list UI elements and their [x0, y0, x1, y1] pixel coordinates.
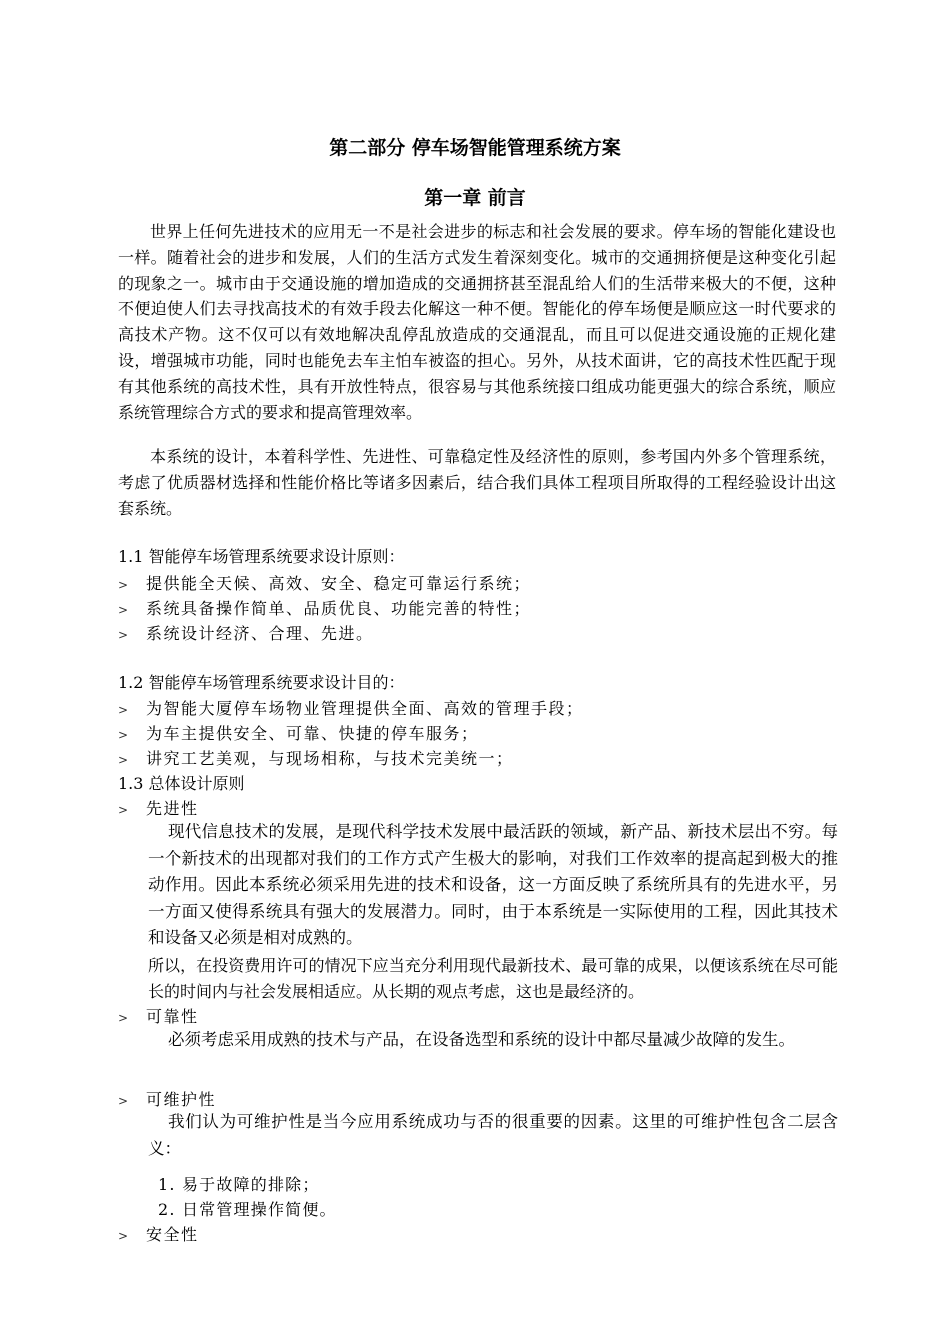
principle-reliable: > 可靠性 [118, 1007, 199, 1026]
principle-security: > 安全性 [118, 1225, 199, 1244]
intro-paragraph-2: 本系统的设计，本着科学性、先进性、可靠稳定性及经济性的原则，参考国内外多个管理系统，考虑了优质器材选择和性能价格比等诸多因素后，结合我们具体工程项目所取得的工程经验设计出这套系统。 [118, 447, 836, 518]
arrow-bullet-icon: > [118, 803, 129, 817]
section-1-3-heading: 1.3 总体设计原则 [118, 774, 245, 793]
arrow-bullet-icon: > [118, 628, 129, 642]
arrow-bullet-icon: > [118, 753, 129, 767]
list-item: > 系统设计经济、合理、先进。 [118, 624, 374, 643]
section-1-1-heading: 1.1 智能停车场管理系统要求设计原则： [118, 547, 405, 566]
principle-maintainability: > 可维护性 [118, 1090, 217, 1109]
arrow-bullet-icon: > [118, 1094, 129, 1108]
list-item: > 为智能大厦停车场物业管理提供全面、高效的管理手段； [118, 699, 584, 718]
arrow-bullet-icon: > [118, 1011, 129, 1025]
arrow-bullet-icon: > [118, 1229, 129, 1243]
section-1-2-heading: 1.2 智能停车场管理系统要求设计目的： [118, 673, 405, 692]
list-item: > 讲究工艺美观，与现场相称，与技术完美统一； [118, 749, 514, 768]
list-item: > 系统具备操作简单、品质优良、功能完善的特性； [118, 599, 532, 618]
document-title: 第二部分 停车场智能管理系统方案 [329, 137, 621, 159]
list-item: 2. 日常管理操作简便。 [158, 1200, 337, 1219]
principle-advanced: > 先进性 [118, 799, 199, 818]
list-item: 1. 易于故障的排除； [158, 1175, 320, 1194]
chapter-title: 第一章 前言 [424, 187, 526, 209]
arrow-bullet-icon: > [118, 603, 129, 617]
reliable-paragraph: 必须考虑采用成熟的技术与产品，在设备选型和系统的设计中都尽量减少故障的发生。 [168, 1030, 795, 1049]
arrow-bullet-icon: > [118, 728, 129, 742]
maintainability-paragraph: 我们认为可维护性是当今应用系统成功与否的很重要的因素。这里的可维护性包含二层含义： [148, 1112, 838, 1158]
list-item: > 为车主提供安全、可靠、快捷的停车服务； [118, 724, 479, 743]
list-item: > 提供能全天候、高效、安全、稳定可靠运行系统； [118, 574, 532, 593]
advanced-paragraph-2: 所以，在投资费用许可的情况下应当充分利用现代最新技术、最可靠的成果，以便该系统在尽可能长的时间内与社会发展相适应。从长期的观点考虑，这也是最经济的。 [148, 956, 838, 1001]
advanced-paragraph-1: 现代信息技术的发展，是现代科学技术发展中最活跃的领域，新产品、新技术层出不穷。每一个新技术的出现都对我们的工作方式产生极大的影响，对我们工作效率的提高起到极大的推动作用。因此本系统必须采用先进的技术和设备，这一方面反映了系统所具有的先进水平，另一方面又使得系统具有强大的发展潜力。同时，由于本系统是一实际使用的工程，因此其技术和设备又必须是相对成熟的。 [148, 822, 838, 947]
intro-paragraph-1: 世界上任何先进技术的应用无一不是社会进步的标志和社会发展的要求。停车场的智能化建设也一样。随着社会的进步和发展，人们的生活方式发生着深刻变化。城市的交通拥挤便是这种变化引起的现象之一。城市由于交通设施的增加造成的交通拥挤甚至混乱给人们的生活带来极大的不便，这种不便迫使人们去寻找高技术的有效手段去化解这一种不便。智能化的停车场便是顺应这一时代要求的高技术产物。这不仅可以有效地解决乱停乱放造成的交通混乱，而且可以促进交通设施的正规化建设，增强城市功能，同时也能免去车主怕车被盗的担心。另外，从技术面讲，它的高技术性匹配于现有其他系统的高技术性，具有开放性特点，很容易与其他系统接口组成功能更强大的综合系统，顺应系统管理综合方式的要求和提高管理效率。 [118, 222, 836, 422]
arrow-bullet-icon: > [118, 703, 129, 717]
arrow-bullet-icon: > [118, 578, 129, 592]
